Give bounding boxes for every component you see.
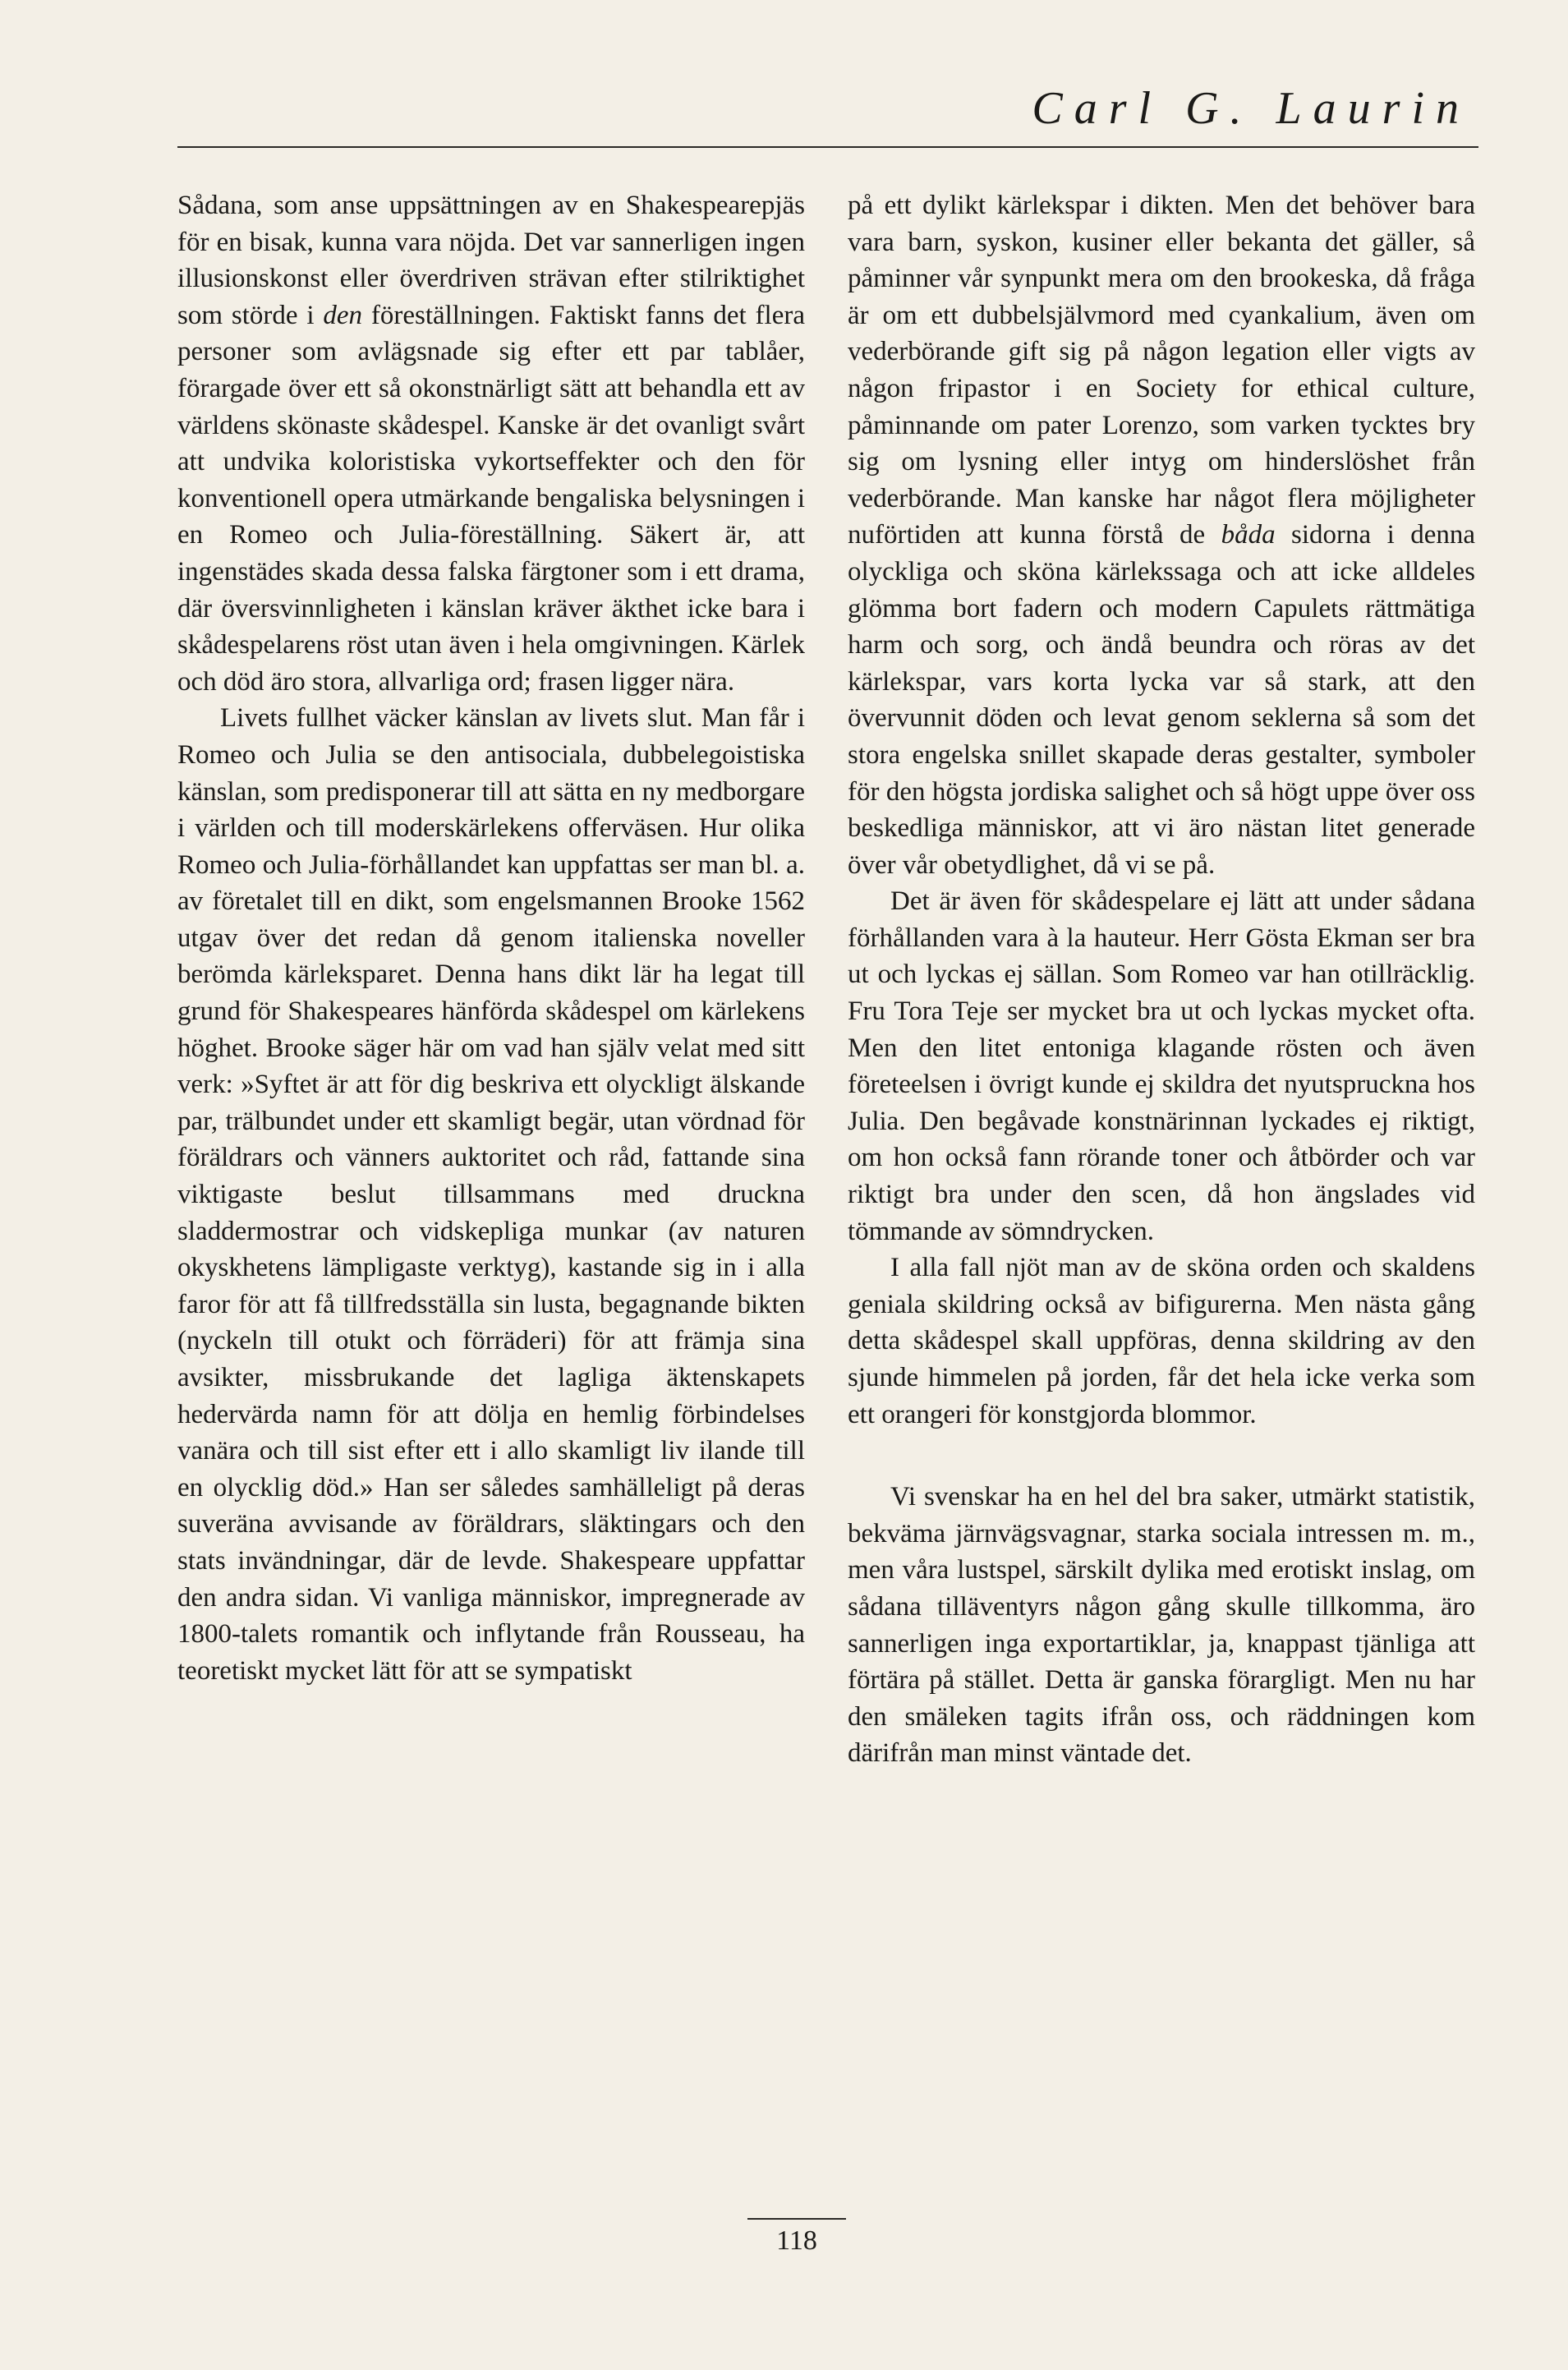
text-run: sidorna i denna olyckliga och sköna kärlekssaga och att icke alldeles glömma bort fadern och modern Capulets rättmätiga harm och sorg, och ändå beundra och röras av det kärlekspar, vars korta lycka var så stark, att den övervunnit döden och levat genom seklerna så som det stora engelska snillet skapade deras gestalter, symboler för den högsta jordiska salighet och så högt uppe över oss beskedliga människor, att vi äro nästan litet generade över vår obetydlighet, då vi se på. (848, 520, 1475, 880)
text-run: Sådana, som anse uppsättningen av en Shakespearepjäs för en bisak, kunna vara nöjda. Det var sannerligen ingen illusionskonst eller överdriven strävan efter stilriktighet som störde i (177, 191, 805, 330)
text-run: föreställningen. Faktiskt fanns det flera personer som avlägsnade sig efter ett par tablåer, förargade över ett så okonstnärligt sätt att behandla ett av världens skönaste skådespel. Kanske är det ovanligt svårt att undvika koloristiska vykortseffekter och den för konventionell opera utmärkande bengaliska belysningen i en Romeo och Julia-föreställning. Säkert är, att ingenstädes skada dessa falska färgtoner som i ett drama, där översvinnligheten i känslan kräver äkthet icke bara i skådespelarens röst utan även i hela omgivningen. Kärlek och död äro stora, allvarliga ord; frasen ligger nära. (177, 300, 805, 697)
right-column (848, 187, 1475, 1772)
paragraph: Vi svenskar ha en hel del bra saker, utmärkt statistik, bekväma järnvägsvagnar, starka sociala intressen m. m., men våra lustspel, särskilt dylika med erotiskt inslag, om sådana tilläventyrs någon gång skulle tillkomma, äro sannerligen inga exportartiklar, ja, knappast tjänliga att förtära på stället. Detta är ganska förargligt. Men nu har den smäleken tagits ifrån oss, och räddningen kom därifrån man minst väntade det. (848, 1482, 1475, 1769)
paragraph: Livets fullhet väcker känslan av livets slut. Man får i Romeo och Julia se den antisociala, dubbelegoistiska känslan, som predisponerar till att sätta en ny medborgare i världen och till moderskärlekens offerväsen. Hur olika Romeo och Julia-förhållandet kan uppfattas ser man bl. a. av företalet till en dikt, som engelsmannen Brooke 1562 utgav över det redan då genom italienska noveller berömda kärleksparet. Denna hans dikt lär ha legat till grund för Shakespeares hänförda skådespel om kärlekens höghet. Brooke säger här om vad han själv velat med sitt verk: »Syftet är att för dig beskriva ett olyckligt älskande par, trälbundet under ett skamligt begär, utan vördnad för föräldrars och vänners auktoritet och råd, fattande sina viktigaste beslut tillsammans med druckna sladdermostrar och vidskepliga munkar (av naturen okyskhetens lämpligaste verktyg), kastande sig in i alla faror för att få tillfredsställa sin lusta, begagnande bikten (nyckeln till otukt och förräderi) för att främja sina avsikter, missbrukande det lagliga äktenskapets hedervärda namn för att dölja en hemlig förbindelses vanära och till sist efter ett i allo skamligt liv ilande till en olycklig död.» Han ser således samhälleligt på deras suveräna avvisande av föräldrars, släktingars och den stats invändningar, där de levde. Shakespeare uppfattar den andra sidan. Vi vanliga människor, impregnerade av 1800-talets romantik och inflytande från Rousseau, ha teoretiskt mycket lätt för att se sympatiskt (177, 703, 805, 1686)
paragraph (177, 187, 805, 700)
page-number: 118 (747, 2218, 846, 2259)
header-rule (177, 146, 1478, 148)
left-column (177, 187, 805, 1689)
paragraph (848, 187, 1475, 883)
running-header-author: Carl G. Laurin (1032, 83, 1470, 134)
emphasis: den (323, 300, 363, 330)
emphasis: båda (1221, 520, 1276, 550)
paragraph: Det är även för skådespelare ej lätt att under sådana förhållanden vara à la hauteur. Herr Gösta Ekman ser bra ut och lyckas ej sällan. Som Romeo var han otillräcklig. Fru Tora Teje ser mycket bra ut och lyckas mycket ofta. Men den litet entoniga klagande rösten och även företeelsen i övrigt kunde ej skildra det nyutspruckna hos Julia. Den begåvade konstnärinnan lyckades ej riktigt, om hon också fann rörande toner och åtbörder och var riktigt bra under den scen, då hon ängslades vid tömmande av sömndrycken. (848, 886, 1475, 1246)
paragraph: I alla fall njöt man av de sköna orden och skaldens geniala skildring också av bifigurerna. Men nästa gång detta skådespel skall uppföras, denna skildring av den sjunde himmelen på jorden, får det hela icke verka som ett orangeri för konstgjorda blommor. (848, 1253, 1475, 1429)
text-run: på ett dylikt kärlekspar i dikten. Men det behöver bara vara barn, syskon, kusiner eller bekanta det gäller, så påminner vår synpunkt mera om den brookeska, då fråga är om ett dubbelsjälvmord med cyankalium, även om vederbörande gift sig på någon legation eller vigts av någon fripastor i en Society for ethical culture, påminnande om pater Lorenzo, som varken tycktes bry sig om lysning eller intyg om hinderslöshet från vederbörande. Man kanske har något flera möjligheter nuförtiden att kunna förstå de (848, 191, 1475, 550)
